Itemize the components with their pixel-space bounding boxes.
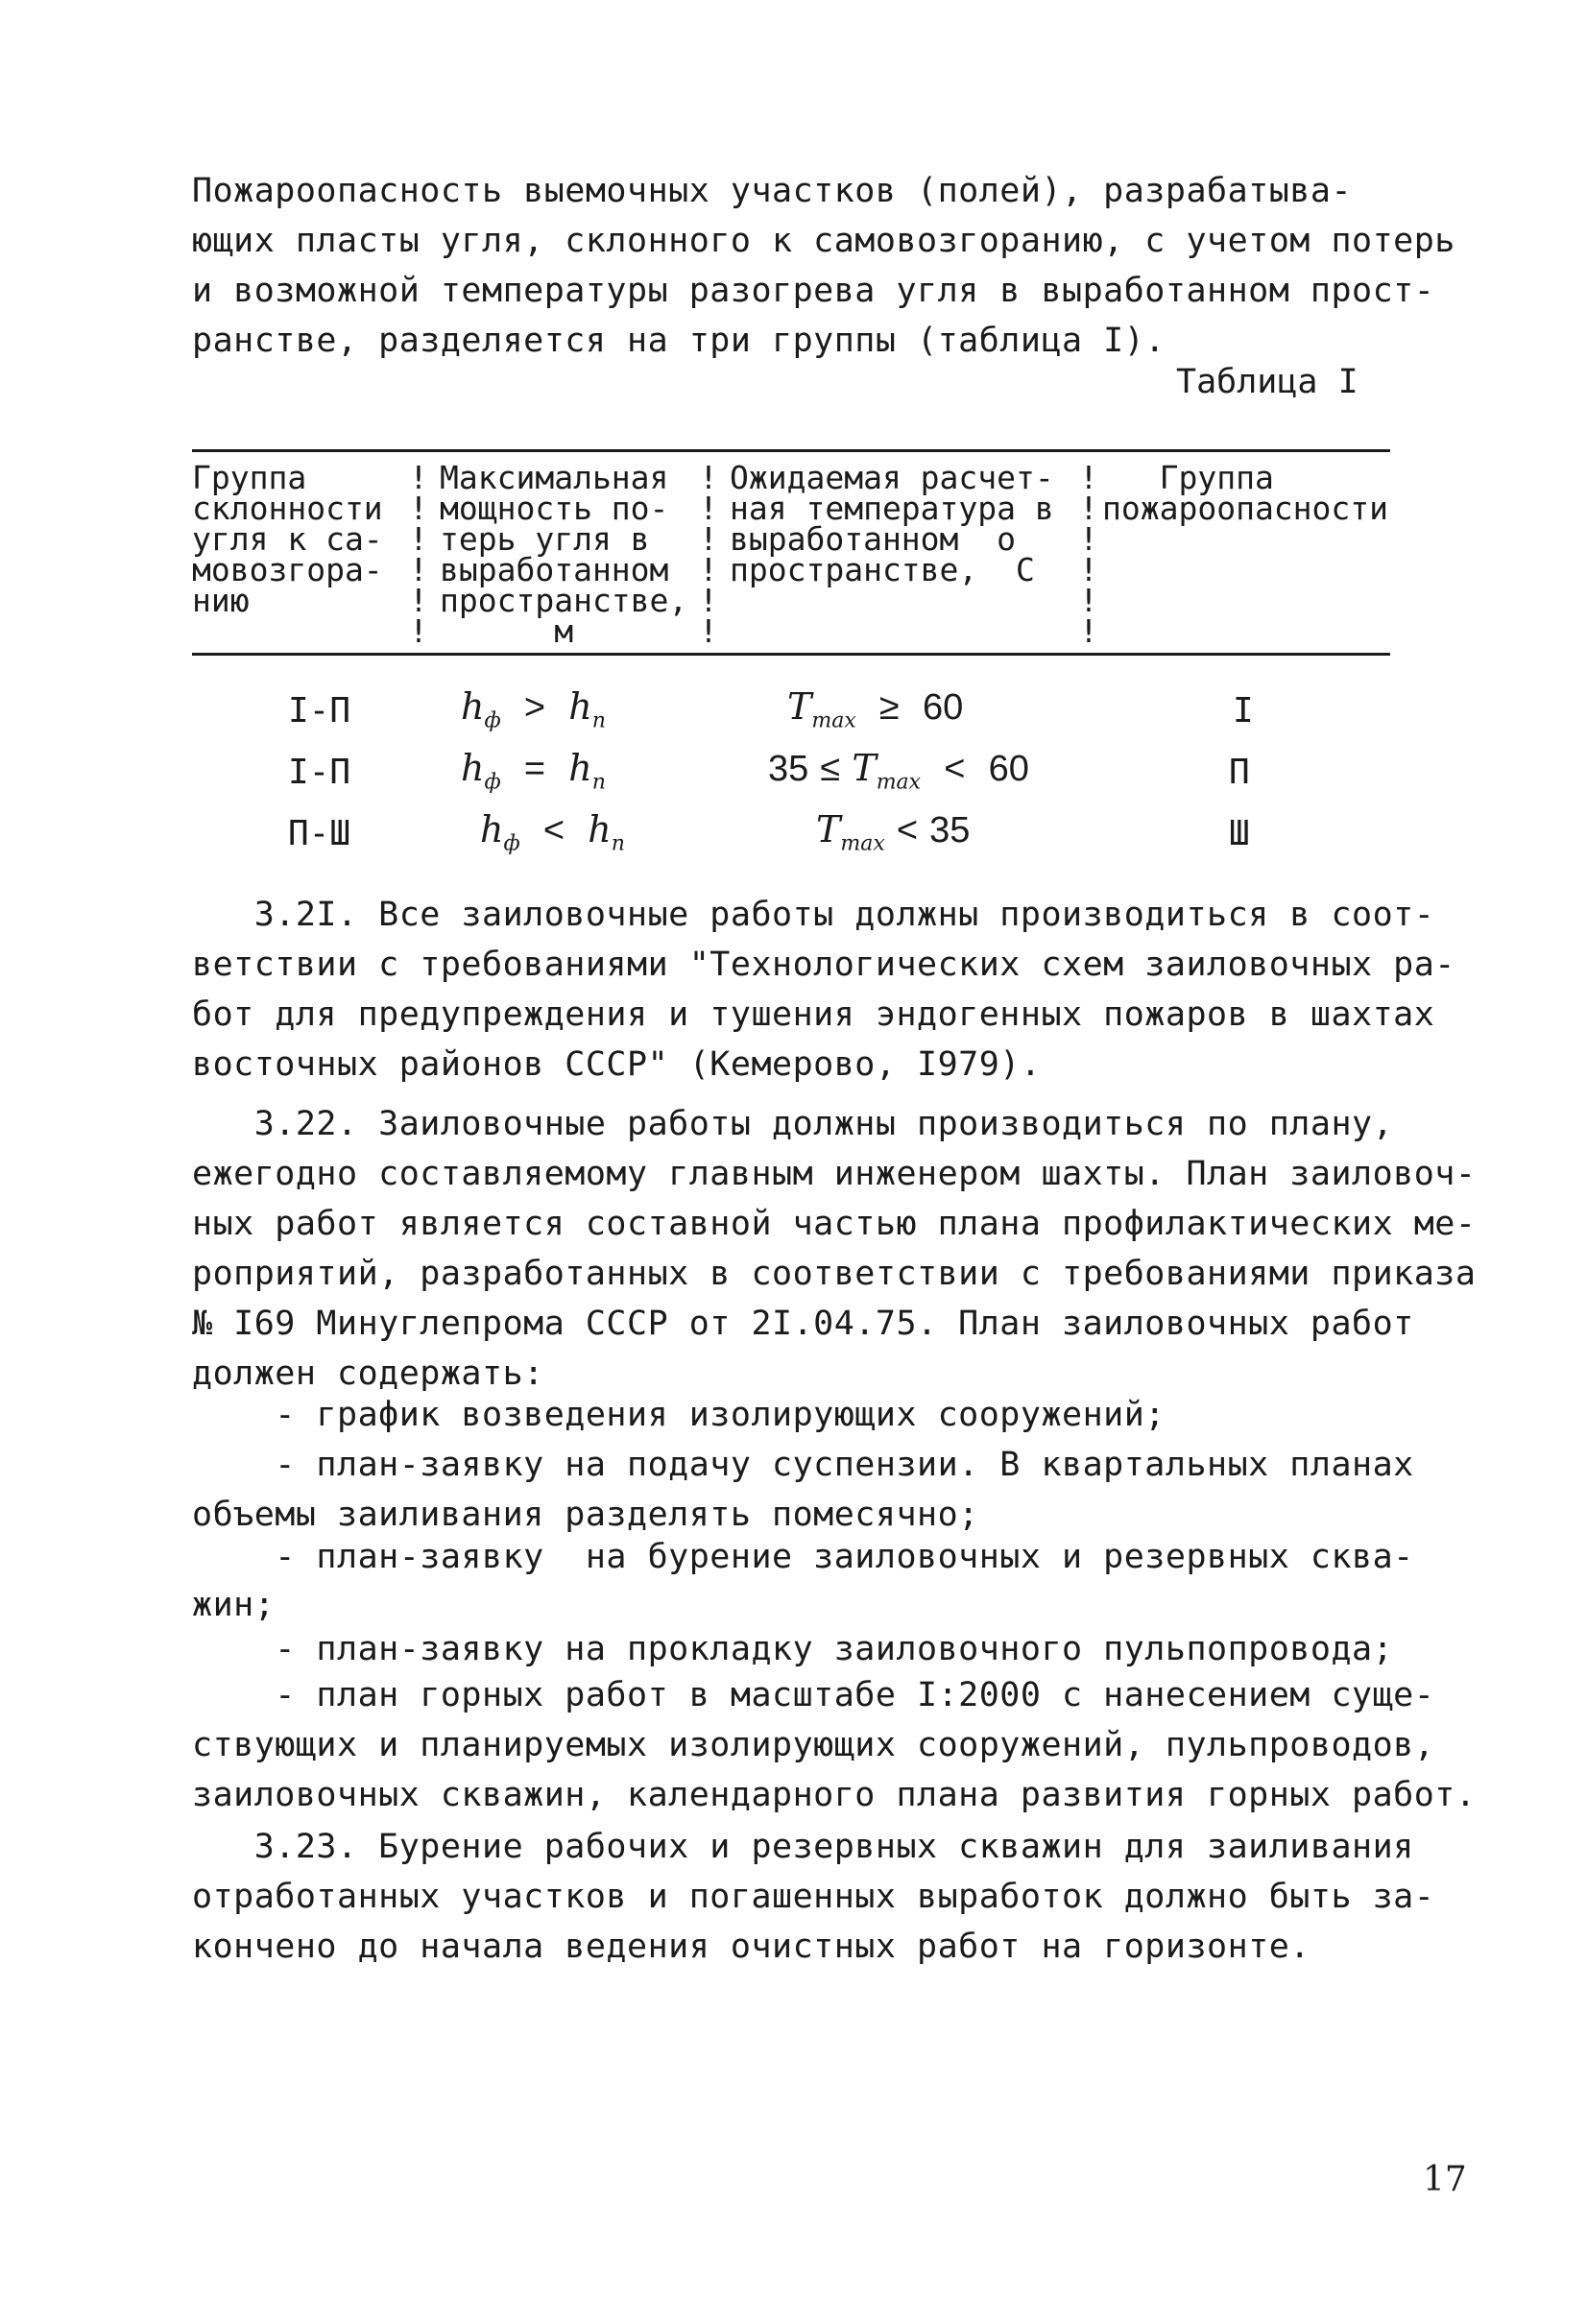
cell-loss-formula: $h_ф > h_п$	[461, 685, 606, 733]
list-item: объемы заиливания разделять помесячно;	[192, 1496, 979, 1534]
cell-group: I-П	[288, 753, 351, 792]
list-item: жин;	[192, 1586, 276, 1624]
cell-group: П-Ш	[288, 814, 351, 853]
table-caption: Таблица I	[1176, 363, 1359, 401]
header-cell-expected-temp: Ожидаемая расчет- ная температура в выработанном о пространстве, С	[730, 459, 1054, 588]
header-cell-hazard-group: Группа пожароопасности	[1102, 459, 1389, 527]
list-item: - график возведения изолирующих сооружений;	[192, 1396, 1166, 1434]
text-line: 3.23. Бурение рабочих и резервных скважин для заиливания	[192, 1828, 1414, 1866]
intro-line: Пожароопасность выемочных участков (полей), разрабатыва-	[192, 172, 1353, 210]
text-line: должен содержать:	[192, 1354, 544, 1393]
column-separator: ! ! ! ! ! !	[699, 459, 718, 650]
text-line: ных работ является составной частью плана профилактических ме-	[192, 1205, 1477, 1243]
list-item: - план-заявку на бурение заиловочных и резервных сква-	[192, 1538, 1414, 1576]
table-top-rule	[192, 449, 1390, 452]
text-line: ежегодно составляемому главным инженером шахты. План заиловоч-	[192, 1155, 1477, 1193]
text-line: бот для предупреждения и тушения эндогенных пожаров в шахтах	[192, 995, 1435, 1034]
cell-temp-formula: $T_{max} \ge 60$	[787, 685, 964, 733]
cell-temp-formula: $35 \le T_{max} < 60$	[768, 747, 1029, 795]
cell-hazard: П	[1229, 753, 1250, 792]
header-cell-group-tendency: Группа склонности угля к са- мовозгора- нию	[192, 459, 383, 619]
list-item: заиловочных скважин, календарного плана развития горных работ.	[192, 1776, 1477, 1814]
cell-temp-formula: $T_{max} < 35$	[816, 808, 971, 856]
cell-hazard: Ш	[1229, 814, 1250, 853]
text-line: ветствии с требованиями "Технологических схем заиловочных ра-	[192, 946, 1455, 984]
cell-group: I-П	[288, 691, 351, 731]
column-separator: ! ! ! ! ! !	[1079, 459, 1098, 650]
text-line: кончено до начала ведения очистных работ на горизонте.	[192, 1928, 1310, 1966]
text-line: 3.2I. Все заиловочные работы должны производиться в соот-	[192, 896, 1435, 934]
list-item: - план-заявку на подачу суспензии. В квартальных планах	[192, 1446, 1414, 1484]
intro-line: ранстве, разделяется на три группы (таблица I).	[192, 322, 1166, 360]
intro-line: ющих пласты угля, склонного к самовозгоранию, с учетом потерь	[192, 222, 1455, 260]
list-item: ствующих и планируемых изолирующих сооружений, пульпроводов,	[192, 1726, 1435, 1764]
column-separator: ! ! ! ! ! !	[409, 459, 428, 650]
text-line: роприятий, разработанных в соответствии с требованиями приказа	[192, 1255, 1477, 1293]
text-line: восточных районов СССР" (Кемерово, I979).	[192, 1045, 1042, 1084]
cell-loss-formula: $h_ф < h_п$	[480, 808, 625, 856]
table-header-rule	[192, 653, 1390, 656]
text-line: отработанных участков и погашенных выработок должно быть за-	[192, 1878, 1435, 1916]
text-line: 3.22. Заиловочные работы должны производиться по плану,	[192, 1105, 1394, 1143]
cell-hazard: I	[1233, 691, 1254, 731]
intro-line: и возможной температуры разогрева угля в выработанном прост-	[192, 272, 1435, 310]
page-number: 17	[1423, 2160, 1467, 2199]
list-item: - план-заявку на прокладку заиловочного пульпопровода;	[192, 1630, 1394, 1668]
cell-loss-formula: $h_ф = h_п$	[461, 747, 606, 795]
header-cell-max-loss: Максимальная мощность по- терь угля в выработанном пространстве, м	[440, 459, 688, 650]
text-line: № I69 Минуглепрома СССР от 2I.04.75. План заиловочных работ	[192, 1305, 1414, 1343]
list-item: - план горных работ в масштабе I:2000 с нанесением суще-	[192, 1676, 1435, 1714]
